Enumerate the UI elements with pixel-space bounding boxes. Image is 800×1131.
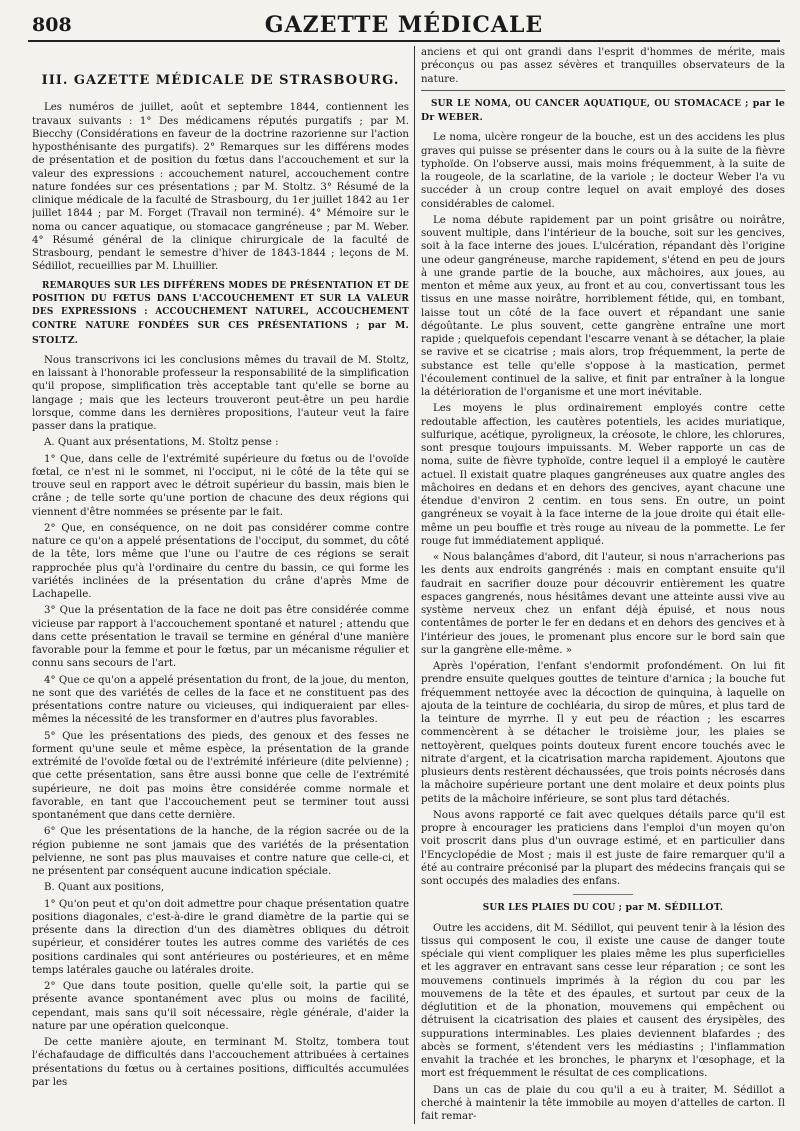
paragraph: « Nous balançâmes d'abord, dit l'auteur, si nous n'arracherions pas les dents aux endroits gangrénés : mais en comptant ensuite qu'il faudrait en sacrifier douze pour découvrir entièrement les quatre espaces gangrenés, nous hésitâmes devant une atteinte aussi vive au système nerveux chez un enfant déjà épuisé, et nous nous contentâmes de porter le fer en dedans et en dehors des gencives et à l'intérieur des joues, le promenant plus encore sur le bord sain que sur la gangrène elle-même. » — [421, 552, 785, 656]
column-divider — [414, 46, 415, 1124]
article-heading-noma — [421, 97, 785, 126]
article-heading-cou — [421, 901, 785, 915]
paragraph: 1° Qu'on peut et qu'on doit admettre pour chaque présentation quatre positions diagonales, c'est-à-dire le grand diamètre de la partie qui se présente dans la direction d'un des diamètres obliques du détroit supérieur, et considérer toutes les autres comme des variétés de ces positions cardinales qui sont antérieures ou postérieures, et en même temps latérales gauche ou latérales droite. — [32, 898, 409, 976]
section-rule — [573, 894, 633, 895]
article-heading-text: SUR LE NOMA, OU CANCER AQUATIQUE, OU STOMACACE ; — [431, 98, 749, 109]
section-title: III. GAZETTE MÉDICALE DE STRASBOURG. — [41, 73, 400, 88]
right-column — [421, 46, 785, 1124]
article-author: par M. STOLTZ. — [32, 320, 409, 346]
paragraph: 2° Que dans toute position, quelle qu'elle soit, la partie qui se présente avance spontanément avec plus ou moins de facilité, cependant, mais sans qu'il soit nécessaire, règle générale, d'aider la nature par une opération quelconque. — [32, 981, 409, 1032]
paragraph: 6° Que les présentations de la hanche, de la région sacrée ou de la région pubienne ne sont jamais que des variétés de la présentation pelvienne, ne sont pas plus mauvaises et contre nature que celle-ci, et ne présentent par conséquent aucune indication spéciale. — [32, 826, 409, 877]
paragraph: Nous avons rapporté ce fait avec quelques détails parce qu'il est propre à encourager les praticiens dans l'emploi d'un moyen qu'on voit proscrit dans plus d'un ouvrage estimé, et en particulier dans l'Encyclopédie de Most ; mais il est juste de faire remarquer qu'il a été au contraire préconisé par la plupart des médecins français qui se sont occupés des maladies des enfans. — [421, 809, 785, 887]
page-number: 808 — [32, 14, 72, 36]
paragraph: 5° Que les présentations des pieds, des genoux et des fesses ne forment qu'une seule et même espèce, la présentation de la grande extrémité de l'ovoïde fœtal ou de l'extrémité inférieure (dite pelvienne) ; que cette présentation, sans être aussi bonne que celle de l'extrémité supérieure, ne doit pas moins être considérée comme normale et favorable, en tant que l'accouchement peut se terminer tout aussi spontanément que dans cette dernière. — [32, 730, 409, 821]
page-header — [28, 10, 780, 42]
article-heading-text: REMARQUES SUR LES DIFFÉRENS MODES DE PRÉSENTATION ET DE POSITION DU FŒTUS DANS L'ACCOUCHEMENT ET SUR LA VALEUR DES EXPRESSIONS : ACCOUCHEMENT NATUREL, ACCOUCHEMENT CONTRE NATURE FONDÉES SUR CES PRÉSENTATIONS ; — [32, 280, 409, 332]
paragraph: 3° Que la présentation de la face ne doit pas être considérée comme vicieuse par rapport à l'accouchement spontané et naturel ; attendu que dans cette présentation le travail se termine en général d'une manière favorable pour la femme et pour le fœtus, par un mécanisme régulier et connu sans secours de l'art. — [32, 605, 409, 670]
article-heading-text: SUR LES PLAIES DU COU ; — [482, 903, 623, 914]
section-rule — [421, 90, 785, 91]
journal-title: GAZETTE MÉDICALE — [264, 12, 544, 38]
paragraph: Le noma débute rapidement par un point grisâtre ou noirâtre, souvent multiple, dans l'intérieur de la bouche, soit sur les gencives, soit à la face interne des joues. L'ulcération, répandant dès l'origine une odeur gangréneuse, marche rapidement, s'étend en peu de jours à une grande partie de la bouche, aux mâchoires, aux joues, au menton et même aux yeux, au front et au cou, convertissant tous les tissus en une masse noirâtre, horriblement fétide, qui, en tombant, laisse tout un côté de la face ouvert et répandant une sanie dégoûtante. Le plus souvent, cette gangrène entraîne une mort rapide ; quelquefois cependant l'escarre venant à se détacher, la plaie se ravive et se cicatrise ; mais alors, trop fréquemment, la perte de substance est telle qu'elle s'oppose à la mastication, permet l'écoulement continuel de la salive, et finit par entraîner à la longue la détérioration de l'organisme et une mort inévitable. — [421, 214, 785, 398]
paragraph: 1° Que, dans celle de l'extrémité supérieure du fœtus ou de l'ovoïde fœtal, ce n'est ni le sommet, ni l'occiput, ni le côté de la tête qui se trouve seul en rapport avec le détroit supérieur du bassin, mais bien le crâne ; de telle sorte qu'une portion de chacune des deux régions qui viennent d'être nommées se présente par le fait. — [32, 453, 409, 518]
left-column — [32, 46, 409, 1124]
paragraph: 2° Que, en conséquence, on ne doit pas considérer comme contre nature ce qu'on a appelé présentations de l'occiput, du sommet, du côté de la tête, lors même que l'une ou l'autre de ces régions se serait rapprochée plus qu'à l'ordinaire du centre du bassin, ce qui forme les variétés inclinées de la présentation du crâne d'après Mme de Lachapelle. — [32, 522, 409, 600]
article-heading-stoltz — [32, 280, 409, 348]
article-author: par M. SÉDILLOT. — [625, 902, 724, 914]
paragraph: 4° Que ce qu'on a appelé présentation du front, de la joue, du menton, ne sont que des variétés de celles de la face et ne constituent pas des présentations contre nature ou vicieuses, qui indiqueraient par elles-mêmes la nécessité de les transformer en d'autres plus favorables. — [32, 674, 409, 726]
paragraph: Après l'opération, l'enfant s'endormit profondément. On lui fit prendre ensuite quelques gouttes de teinture d'arnica ; la bouche fut fréquemment nettoyée avec la décoction de quinquina, à laquelle on ajouta de la teinture de cochléaria, du sirop de mûres, et plus tard de la teinture de myrrhe. Il y eut peu de réaction ; les escarres commencèrent à se détacher le troisième jour, les plaies se nettoyèrent, quelques points douteux furent encore touchés avec le nitrate d'argent, et la cicatrisation marcha rapidement. Ajoutons que plusieurs dents restèrent déchaussées, que trois points nécrosés dans la mâchoire supérieure portant une dent molaire et deux points plus petits de la mâchoire inférieure, se sont plus tard détachés. — [421, 661, 785, 805]
paragraph: Dans un cas de plaie du cou qu'il a eu à traiter, M. Sédillot a cherché à maintenir la tête immobile au moyen d'attelles de carton. Il fait remar- — [421, 1084, 785, 1122]
paragraph: Nous transcrivons ici les conclusions mêmes du travail de M. Stoltz, en laissant à l'honorable professeur la responsabilité de la simplification qu'il propose, simplification très acceptable tant qu'elle se borne au langage ; mais que les lecteurs trouveront peut-être un peu hardie lorsque, comme dans les dernières propositions, l'auteur veut la faire passer dans la pratique. — [32, 354, 409, 432]
paragraph: anciens et qui ont grandi dans l'esprit d'hommes de mérite, mais préconçus ou pas assez sévères et tranquilles observateurs de la nature. — [421, 47, 785, 85]
paragraph: Outre les accidens, dit M. Sédillot, qui peuvent tenir à la lésion des tissus qui composent le cou, il existe une cause de danger toute spéciale qui vient compliquer les plaies même les plus superficielles et les aggraver en entravant sans cesse leur réparation ; ce sont les mouvemens continuels imprimés à la région du cou par les mouvemens de la tête et des épaules, et surtout par ceux de la déglutition et de la phonation, mouvemens qui empêchent ou détruisent la cicatrisation des plaies et causent des érysipèles, des suppurations interminables. Les plaies deviennent blafardes ; des abcès se forment, s'étendent vers les médiastins ; l'inflammation envahit la trachée et les bronches, le pharynx et l'œsophage, et la mort est fréquemment le résultat de ces complications. — [421, 922, 785, 1080]
paragraph: Les numéros de juillet, août et septembre 1844, contiennent les travaux suivants : 1° Des médicamens réputés purgatifs ; par M. Biecchy (Considérations en faveur de la doctrine razorienne sur l'action hyposthénisante des purgatifs). 2° Remarques sur les différens modes de présentation et de position du fœtus dans l'accouchement et sur la valeur des expressions : accouchement naturel, accouchement contre nature fondées sur ces présentations ; par M. Stoltz. 3° Résumé de la clinique médicale de la faculté de Strasbourg, du 1er juillet 1842 au 1er juillet 1844 ; par M. Forget (Travail non terminé). 4° Mémoire sur le noma ou cancer aquatique, ou stomacace gangréneuse ; par M. Weber. 4° Résumé général de la clinique chirurgicale de la faculté de Strasbourg, pendant le semestre d'hiver de 1843-1844 ; leçons de M. Sédillot, recueillies par M. Lhuillier. — [32, 102, 409, 273]
paragraph: De cette manière ajoute, en terminant M. Stoltz, tombera tout l'échafaudage de difficultés dans l'accouchement attribuées à certaines présentations du fœtus ou à certaines positions, difficultés accumulées par les — [32, 1037, 409, 1088]
article-author: par le Dr WEBER. — [421, 97, 785, 123]
paragraph: B. Quant aux positions, — [44, 882, 165, 894]
paragraph: Le noma, ulcère rongeur de la bouche, est un des accidens les plus graves qui puisse se présenter dans le cours ou à la suite de la fièvre typhoïde. On l'observe aussi, mais moins fréquemment, à la suite de la rougeole, de la scarlatine, de la variole ; le docteur Weber l'a vu succéder à un croup contre lequel on avait employé des doses considérables de calomel. — [421, 132, 785, 210]
paragraph: Les moyens le plus ordinairement employés contre cette redoutable affection, les cautères potentiels, les acides muriatique, sulfurique, acétique, pyroligneux, la créosote, le chlore, les chlorures, sont presque toujours impuissants. M. Weber rapporte un cas de noma, suite de fièvre typhoïde, contre lequel il a employé le cautère actuel. Il existait quatre plaques gangréneuses aux quatre angles des mâchoires en dedans et en dehors des gencives, ayant chacune une étendue d'environ 2 centim. en tous sens. En outre, un point gangréneux se voyait à la face interne de la joue droite qui était elle-même un peu bouffie et très rouge au niveau de la pommette. Le fer rouge fut immédiatement appliqué. — [421, 403, 785, 547]
paragraph: A. Quant aux présentations, M. Stoltz pense : — [44, 437, 279, 449]
